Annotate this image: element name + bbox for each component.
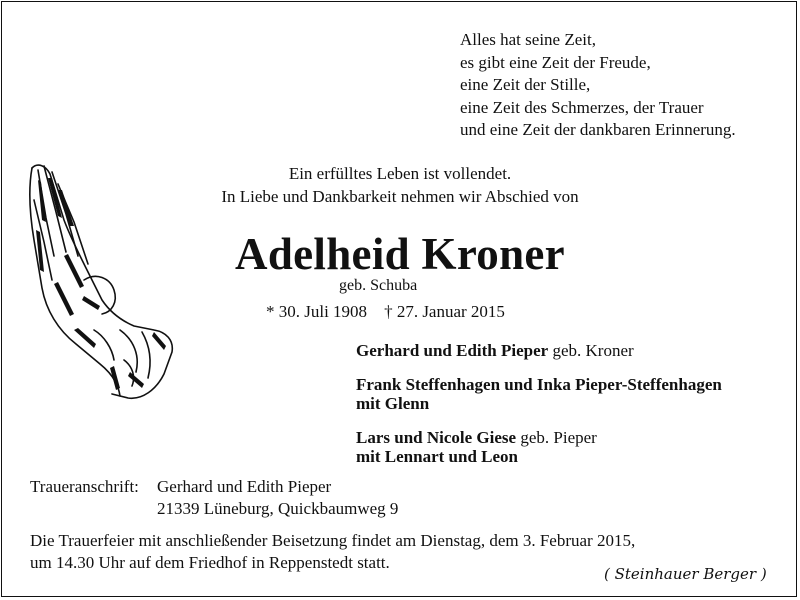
poem-line: eine Zeit der Stille, xyxy=(460,75,591,95)
mourner-note: geb. Kroner xyxy=(548,341,634,360)
poem-line: eine Zeit des Schmerzes, der Trauer xyxy=(460,97,704,117)
birth-date: * 30. Juli 1908 xyxy=(266,302,368,321)
poem-line: es gibt eine Zeit der Freude, xyxy=(460,52,651,72)
praying-hands-icon xyxy=(24,160,179,410)
mourner-children: mit Lennart und Leon xyxy=(356,447,518,466)
mourners-list xyxy=(356,341,722,481)
address-label: Traueranschrift: xyxy=(30,477,139,496)
mourner-group xyxy=(356,341,722,360)
poem xyxy=(460,29,736,142)
mourner-group xyxy=(356,375,722,413)
ceremony-line: um 14.30 Uhr auf dem Friedhof in Reppenstedt statt. xyxy=(30,553,390,572)
poem-line: und eine Zeit der dankbaren Erinnerung. xyxy=(460,120,736,140)
life-dates xyxy=(266,302,505,322)
mourner-names: Gerhard und Edith Pieper xyxy=(356,341,549,360)
poem-line: Alles hat seine Zeit, xyxy=(460,30,596,49)
undertaker-signature: ( Steinhauer Berger ) xyxy=(604,565,767,583)
ceremony-info xyxy=(30,530,635,574)
intro-text xyxy=(170,162,630,208)
address-street: 21339 Lüneburg, Quickbaumweg 9 xyxy=(157,499,399,518)
birth-name: geb. Schuba xyxy=(339,277,418,294)
mourner-names: Lars und Nicole Giese xyxy=(356,428,517,447)
ceremony-line: Die Trauerfeier mit anschließender Beisetzung findet am Dienstag, dem 3. Februar 2015, xyxy=(30,531,636,550)
death-date: † 27. Januar 2015 xyxy=(384,302,505,321)
mourner-names: Frank Steffenhagen und Inka Pieper-Steffenhagen xyxy=(356,375,722,394)
mourner-group xyxy=(356,428,722,466)
intro-line: In Liebe und Dankbarkeit nehmen wir Abschied von xyxy=(221,187,579,206)
address-name: Gerhard und Edith Pieper xyxy=(157,477,332,496)
mourner-note: geb. Pieper xyxy=(516,428,597,447)
mourning-address xyxy=(30,476,398,520)
intro-line: Ein erfülltes Leben ist vollendet. xyxy=(288,164,512,183)
deceased-name: Adelheid Kroner xyxy=(235,229,565,279)
mourner-children: mit Glenn xyxy=(356,394,430,413)
